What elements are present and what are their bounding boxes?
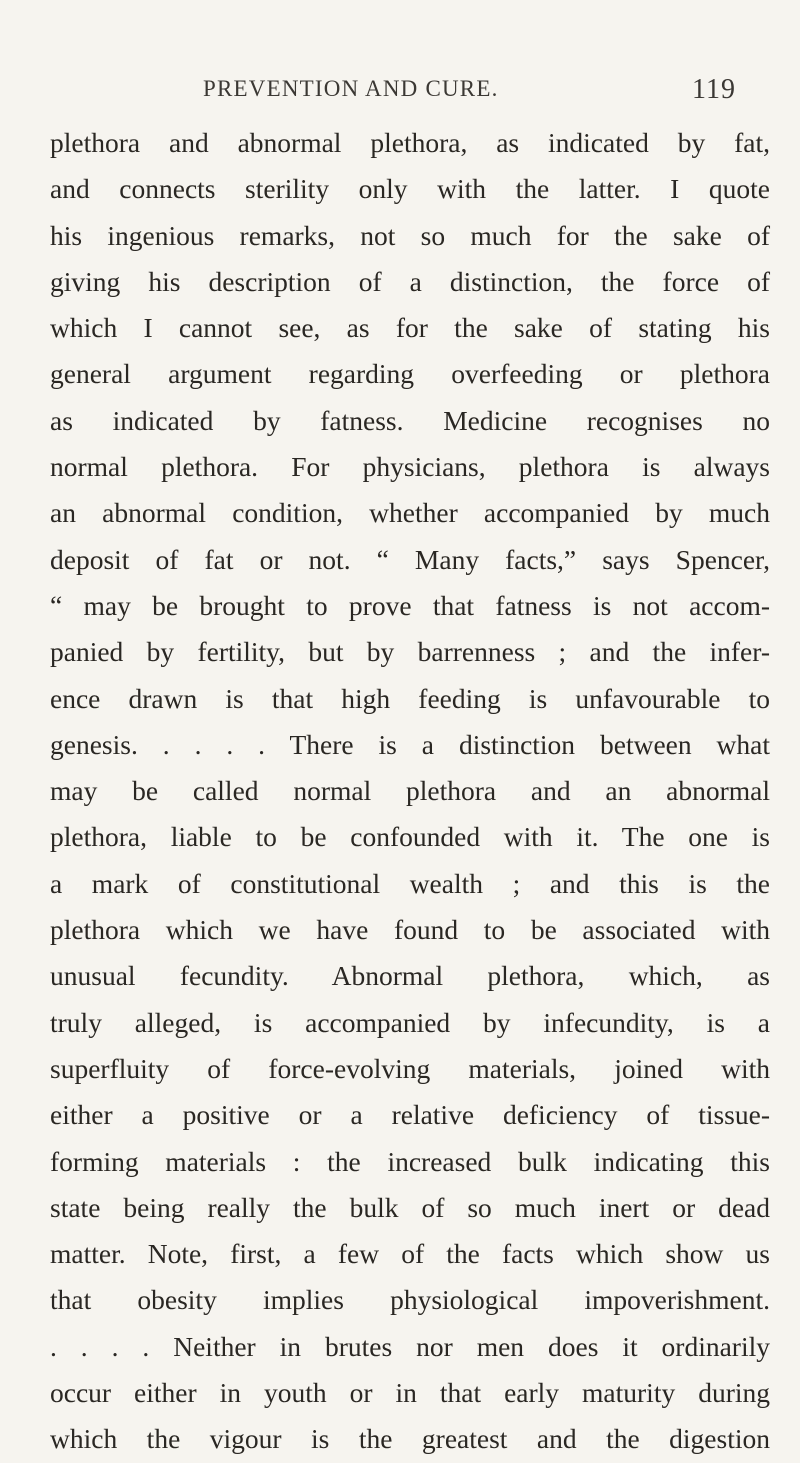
text-line: that obesity implies physiological impoverishment.: [50, 1284, 770, 1316]
text-line: as indicated by fatness. Medicine recognises no: [50, 404, 770, 436]
text-line: . . . . Neither in brutes nor men does it ordinarily: [50, 1330, 770, 1362]
body-text: [50, 120, 770, 1463]
text-line: may be called normal plethora and an abnormal: [50, 775, 770, 807]
text-line: normal plethora. For physicians, plethora is always: [50, 451, 770, 483]
text-line: panied by fertility, but by barrenness ; and the infer-: [50, 636, 770, 668]
text-line: superfluity of force-evolving materials, joined with: [50, 1052, 770, 1084]
text-line: “ may be brought to prove that fatness is not accom-: [50, 589, 770, 621]
text-line: and connects sterility only with the latter. I quote: [50, 173, 770, 205]
text-line: genesis. . . . . There is a distinction between what: [50, 728, 770, 760]
text-line: plethora which we have found to be associated with: [50, 914, 770, 946]
text-line: forming materials : the increased bulk indicating this: [50, 1145, 770, 1177]
text-line: deposit of fat or not. “ Many facts,” says Spencer,: [50, 543, 770, 575]
text-line: either a positive or a relative deficiency of tissue-: [50, 1099, 770, 1131]
text-line: ence drawn is that high feeding is unfavourable to: [50, 682, 770, 714]
text-line: state being really the bulk of so much inert or dead: [50, 1191, 770, 1223]
text-line: which the vigour is the greatest and the digestion: [50, 1423, 770, 1455]
text-line: general argument regarding overfeeding or plethora: [50, 358, 770, 390]
running-head: PREVENTION AND CURE.: [203, 76, 499, 101]
text-line: truly alleged, is accompanied by infecundity, is a: [50, 1006, 770, 1038]
text-line: his ingenious remarks, not so much for the sake of: [50, 219, 770, 251]
text-line: a mark of constitutional wealth ; and this is the: [50, 867, 770, 899]
text-line: plethora and abnormal plethora, as indicated by fat,: [50, 127, 770, 158]
text-line: plethora, liable to be confounded with it. The one is: [50, 821, 770, 853]
text-line: unusual fecundity. Abnormal plethora, which, as: [50, 960, 770, 992]
page-number: 119: [692, 74, 736, 105]
text-line: which I cannot see, as for the sake of stating his: [50, 312, 770, 344]
text-line: occur either in youth or in that early maturity during: [50, 1377, 770, 1409]
text-line: matter. Note, first, a few of the facts which show us: [50, 1238, 770, 1270]
text-line: an abnormal condition, whether accompanied by much: [50, 497, 770, 529]
text-line: giving his description of a distinction, the force of: [50, 265, 770, 297]
